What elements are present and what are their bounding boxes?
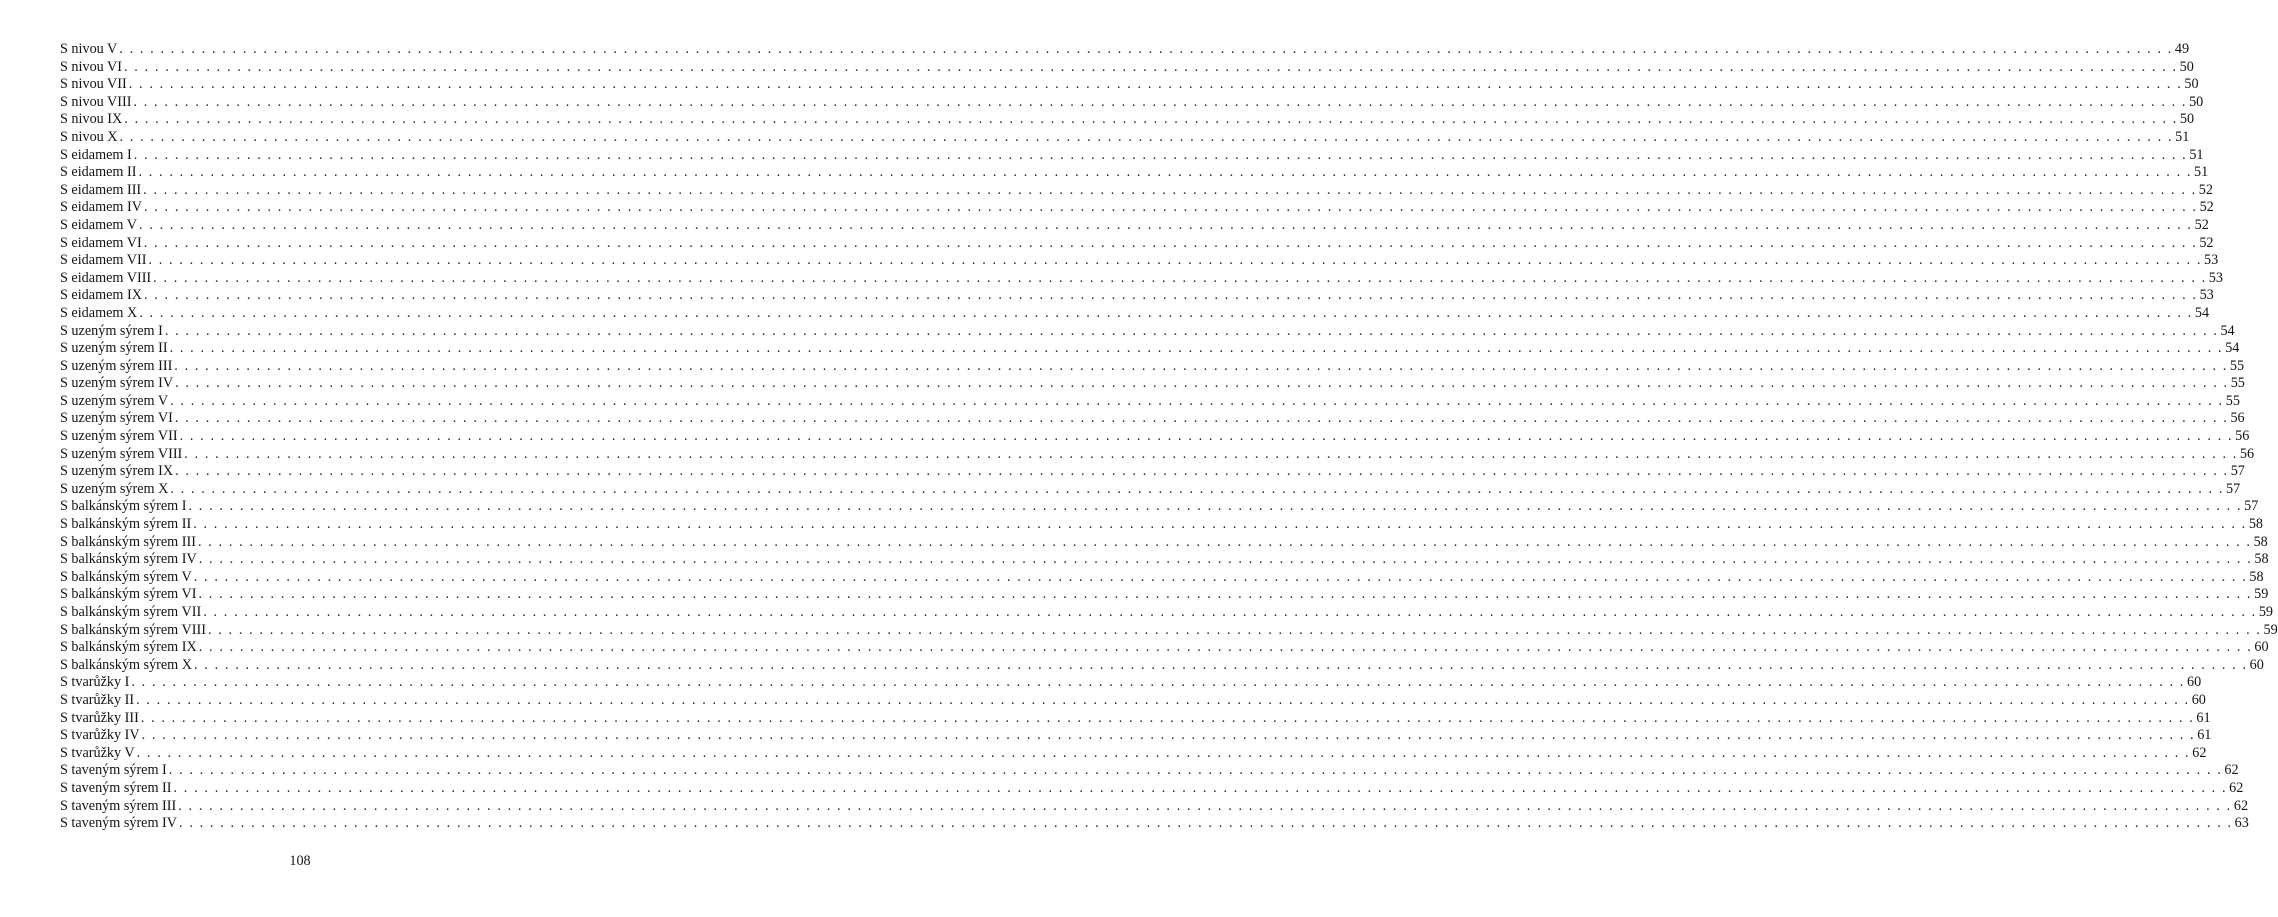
toc-entry-page: 62 — [2224, 762, 2239, 779]
toc-entry-title: S eidamem IV — [60, 199, 142, 216]
toc-entry — [60, 498, 2259, 516]
toc-entry-page: 58 — [2249, 568, 2264, 585]
toc-entry-title: S uzeným sýrem IX — [60, 463, 174, 480]
dot-leader: . . . . . . . . . . . . . . . . . . . . . . . . . . . . . . . . . . . . . . . . . . . . . . . . . . . . . . . . . . . . . . . . . . . . . . . . . . . . . . . . . . . . . . . . . . . . . . . . . . . . . . . . . . . . . . . . . . . . . . . . . . . . . . . . . . . . . . . . . . . . . . . . . . . . . . . . . . . . . . . . . . . . . . . . . . . . . . . . . . . . . . . . . . . . . . . . . . . . . . . . — [133, 93, 2188, 110]
dot-leader: . . . . . . . . . . . . . . . . . . . . . . . . . . . . . . . . . . . . . . . . . . . . . . . . . . . . . . . . . . . . . . . . . . . . . . . . . . . . . . . . . . . . . . . . . . . . . . . . . . . . . . . . . . . . . . . . . . . . . . . . . . . . . . . . . . . . . . . . . . . . . . . . . . . . . . . . . . . . . . . . . . . . . . . . . . . . . . . . . . . . . . . . . . . . . . . . . . . . . . . . — [179, 428, 2234, 445]
toc-entry-page: 60 — [2254, 639, 2269, 656]
dot-leader: . . . . . . . . . . . . . . . . . . . . . . . . . . . . . . . . . . . . . . . . . . . . . . . . . . . . . . . . . . . . . . . . . . . . . . . . . . . . . . . . . . . . . . . . . . . . . . . . . . . . . . . . . . . . . . . . . . . . . . . . . . . . . . . . . . . . . . . . . . . . . . . . . . . . . . . . . . . . . . . . . . . . . . . . . . . . . . . . . . . . . . . . . . . . . . . . . . . . . . . . — [136, 691, 2190, 708]
toc-entry-page: 54 — [2220, 322, 2235, 339]
dot-leader: . . . . . . . . . . . . . . . . . . . . . . . . . . . . . . . . . . . . . . . . . . . . . . . . . . . . . . . . . . . . . . . . . . . . . . . . . . . . . . . . . . . . . . . . . . . . . . . . . . . . . . . . . . . . . . . . . . . . . . . . . . . . . . . . . . . . . . . . . . . . . . . . . . . . . . . . . . . . . . . . . . . . . . . . . . . . . . . . . . . . . . . . . . . . . . . . . . . . . . . . — [197, 533, 2252, 550]
toc-entry-page: 53 — [2208, 269, 2223, 286]
page-number: 108 — [289, 853, 311, 869]
dot-leader: . . . . . . . . . . . . . . . . . . . . . . . . . . . . . . . . . . . . . . . . . . . . . . . . . . . . . . . . . . . . . . . . . . . . . . . . . . . . . . . . . . . . . . . . . . . . . . . . . . . . . . . . . . . . . . . . . . . . . . . . . . . . . . . . . . . . . . . . . . . . . . . . . . . . . . . . . . . . . . . . . . . . . . . . . . . . . . . . . . . . . . . . . . . . . . . . . . . . . . . . — [128, 76, 2183, 93]
dot-leader: . . . . . . . . . . . . . . . . . . . . . . . . . . . . . . . . . . . . . . . . . . . . . . . . . . . . . . . . . . . . . . . . . . . . . . . . . . . . . . . . . . . . . . . . . . . . . . . . . . . . . . . . . . . . . . . . . . . . . . . . . . . . . . . . . . . . . . . . . . . . . . . . . . . . . . . . . . . . . . . . . . . . . . . . . . . . . . . . . . . . . . . . . . . . . . . . . . . . . . . . — [207, 621, 2262, 638]
dot-leader: . . . . . . . . . . . . . . . . . . . . . . . . . . . . . . . . . . . . . . . . . . . . . . . . . . . . . . . . . . . . . . . . . . . . . . . . . . . . . . . . . . . . . . . . . . . . . . . . . . . . . . . . . . . . . . . . . . . . . . . . . . . . . . . . . . . . . . . . . . . . . . . . . . . . . . . . . . . . . . . . . . . . . . . . . . . . . . . . . . . . . . . . . . . . . . . . . . . . . . . . — [198, 586, 2253, 603]
toc-entry-page: 57 — [2225, 480, 2241, 497]
toc-entry — [60, 621, 2278, 640]
table-of-contents — [60, 41, 2278, 833]
toc-entry — [60, 691, 2206, 710]
toc-entry-title: S balkánským sýrem III — [60, 533, 196, 550]
toc-entry-page: 49 — [2174, 41, 2190, 57]
toc-entry-page: 61 — [2196, 709, 2211, 726]
dot-leader: . . . . . . . . . . . . . . . . . . . . . . . . . . . . . . . . . . . . . . . . . . . . . . . . . . . . . . . . . . . . . . . . . . . . . . . . . . . . . . . . . . . . . . . . . . . . . . . . . . . . . . . . . . . . . . . . . . . . . . . . . . . . . . . . . . . . . . . . . . . . . . . . . . . . . . . . . . . . . . . . . . . . . . . . . . . . . . . . . . . . . . . . . . . . . . . . . . . . . . . . — [170, 480, 2224, 497]
toc-entry-page: 56 — [2235, 428, 2250, 445]
toc-entry — [60, 779, 2244, 798]
toc-entry-title: S uzeným sýrem III — [60, 357, 173, 374]
toc-entry — [60, 93, 2204, 112]
toc-entry-title: S balkánským sýrem X — [60, 656, 193, 673]
toc-entry-page: 53 — [2199, 287, 2214, 304]
toc-entry-title: S balkánským sýrem V — [60, 568, 192, 585]
toc-entry-title: S eidamem I — [60, 146, 132, 163]
toc-entry-title: S nivou IX — [60, 111, 123, 128]
dot-leader: . . . . . . . . . . . . . . . . . . . . . . . . . . . . . . . . . . . . . . . . . . . . . . . . . . . . . . . . . . . . . . . . . . . . . . . . . . . . . . . . . . . . . . . . . . . . . . . . . . . . . . . . . . . . . . . . . . . . . . . . . . . . . . . . . . . . . . . . . . . . . . . . . . . . . . . . . . . . . . . . . . . . . . . . . . . . . . . . . . . . . . . . . . . . . . . . . . . . . . . . — [136, 744, 2191, 761]
dot-leader: . . . . . . . . . . . . . . . . . . . . . . . . . . . . . . . . . . . . . . . . . . . . . . . . . . . . . . . . . . . . . . . . . . . . . . . . . . . . . . . . . . . . . . . . . . . . . . . . . . . . . . . . . . . . . . . . . . . . . . . . . . . . . . . . . . . . . . . . . . . . . . . . . . . . . . . . . . . . . . . . . . . . . . . . . . . . . . . . . . . . . . . . . . . . . . . . . . . . . . . . — [153, 269, 2207, 286]
toc-entry-page: 52 — [2199, 199, 2214, 216]
dot-leader: . . . . . . . . . . . . . . . . . . . . . . . . . . . . . . . . . . . . . . . . . . . . . . . . . . . . . . . . . . . . . . . . . . . . . . . . . . . . . . . . . . . . . . . . . . . . . . . . . . . . . . . . . . . . . . . . . . . . . . . . . . . . . . . . . . . . . . . . . . . . . . . . . . . . . . . . . . . . . . . . . . . . . . . . . . . . . . . . . . . . . . . . . . . . . . . . . . . . . . . . — [139, 304, 2193, 321]
dot-leader: . . . . . . . . . . . . . . . . . . . . . . . . . . . . . . . . . . . . . . . . . . . . . . . . . . . . . . . . . . . . . . . . . . . . . . . . . . . . . . . . . . . . . . . . . . . . . . . . . . . . . . . . . . . . . . . . . . . . . . . . . . . . . . . . . . . . . . . . . . . . . . . . . . . . . . . . . . . . . . . . . . . . . . . . . . . . . . . . . . . . . . . . . . . . . . . . . . . . . . . . — [174, 357, 2228, 374]
dot-leader: . . . . . . . . . . . . . . . . . . . . . . . . . . . . . . . . . . . . . . . . . . . . . . . . . . . . . . . . . . . . . . . . . . . . . . . . . . . . . . . . . . . . . . . . . . . . . . . . . . . . . . . . . . . . . . . . . . . . . . . . . . . . . . . . . . . . . . . . . . . . . . . . . . . . . . . . . . . . . . . . . . . . . . . . . . . . . . . . . . . . . . . . . . . . . . . . . . . . . . . . — [119, 128, 2174, 145]
toc-entry-title: S tvarůžky II — [60, 691, 135, 708]
toc-entry-page: 57 — [2244, 498, 2259, 515]
toc-entry-title: S balkánským sýrem IV — [60, 551, 197, 568]
toc-entry-page: 52 — [2198, 181, 2213, 198]
toc-entry — [60, 252, 2219, 270]
toc-entry-title: S uzeným sýrem VII — [60, 428, 178, 445]
toc-entry — [60, 480, 2241, 499]
dot-leader: . . . . . . . . . . . . . . . . . . . . . . . . . . . . . . . . . . . . . . . . . . . . . . . . . . . . . . . . . . . . . . . . . . . . . . . . . . . . . . . . . . . . . . . . . . . . . . . . . . . . . . . . . . . . . . . . . . . . . . . . . . . . . . . . . . . . . . . . . . . . . . . . . . . . . . . . . . . . . . . . . . . . . . . . . . . . . . . . . . . . . . . . . . . . . . . . . . . . . . . . — [138, 216, 2193, 233]
dot-leader: . . . . . . . . . . . . . . . . . . . . . . . . . . . . . . . . . . . . . . . . . . . . . . . . . . . . . . . . . . . . . . . . . . . . . . . . . . . . . . . . . . . . . . . . . . . . . . . . . . . . . . . . . . . . . . . . . . . . . . . . . . . . . . . . . . . . . . . . . . . . . . . . . . . . . . . . . . . . . . . . . . . . . . . . . . . . . . . . . . . . . . . . . . . . . . . . . . . . . . . . — [188, 498, 2243, 515]
toc-entry-page: 59 — [2254, 586, 2269, 603]
dot-leader: . . . . . . . . . . . . . . . . . . . . . . . . . . . . . . . . . . . . . . . . . . . . . . . . . . . . . . . . . . . . . . . . . . . . . . . . . . . . . . . . . . . . . . . . . . . . . . . . . . . . . . . . . . . . . . . . . . . . . . . . . . . . . . . . . . . . . . . . . . . . . . . . . . . . . . . . . . . . . . . . . . . . . . . . . . . . . . . . . . . . . . . . . . . . . . . . . . . . . . . . — [198, 639, 2253, 656]
toc-entry-title: S uzeným sýrem VI — [60, 410, 173, 427]
toc-entry — [60, 287, 2214, 305]
dot-leader: . . . . . . . . . . . . . . . . . . . . . . . . . . . . . . . . . . . . . . . . . . . . . . . . . . . . . . . . . . . . . . . . . . . . . . . . . . . . . . . . . . . . . . . . . . . . . . . . . . . . . . . . . . . . . . . . . . . . . . . . . . . . . . . . . . . . . . . . . . . . . . . . . . . . . . . . . . . . . . . . . . . . . . . . . . . . . . . . . . . . . . . . . . . . . . . . . . . . . . . . — [143, 199, 2198, 216]
toc-entry-page: 58 — [2253, 533, 2268, 550]
toc-entry-page: 59 — [2258, 604, 2273, 620]
toc-entry — [60, 340, 2240, 358]
toc-entry-page: 50 — [2179, 111, 2195, 128]
toc-entry-page: 50 — [2179, 58, 2194, 75]
toc-entry — [60, 428, 2250, 446]
dot-leader: . . . . . . . . . . . . . . . . . . . . . . . . . . . . . . . . . . . . . . . . . . . . . . . . . . . . . . . . . . . . . . . . . . . . . . . . . . . . . . . . . . . . . . . . . . . . . . . . . . . . . . . . . . . . . . . . . . . . . . . . . . . . . . . . . . . . . . . . . . . . . . . . . . . . . . . . . . . . . . . . . . . . . . . . . . . . . . . . . . . . . . . . . . . . . . . . . . . . . . . . — [174, 410, 2229, 427]
toc-entry — [60, 58, 2194, 77]
toc-entry-page: 58 — [2248, 516, 2264, 533]
dot-leader: . . . . . . . . . . . . . . . . . . . . . . . . . . . . . . . . . . . . . . . . . . . . . . . . . . . . . . . . . . . . . . . . . . . . . . . . . . . . . . . . . . . . . . . . . . . . . . . . . . . . . . . . . . . . . . . . . . . . . . . . . . . . . . . . . . . . . . . . . . . . . . . . . . . . . . . . . . . . . . . . . . . . . . . . . . . . . . . . . . . . . . . . . . . . . . . . . . . . . . . . — [178, 797, 2232, 814]
toc-entry — [60, 568, 2264, 587]
toc-entry — [60, 410, 2245, 428]
dot-leader: . . . . . . . . . . . . . . . . . . . . . . . . . . . . . . . . . . . . . . . . . . . . . . . . . . . . . . . . . . . . . . . . . . . . . . . . . . . . . . . . . . . . . . . . . . . . . . . . . . . . . . . . . . . . . . . . . . . . . . . . . . . . . . . . . . . . . . . . . . . . . . . . . . . . . . . . . . . . . . . . . . . . . . . . . . . . . . . . . . . . . . . . . . . . . . . . . . . . . . . . — [131, 674, 2185, 691]
toc-entry-title: S balkánským sýrem VI — [60, 586, 197, 603]
toc-entry-page: 52 — [2199, 234, 2214, 251]
toc-entry-page: 60 — [2191, 691, 2206, 708]
dot-leader: . . . . . . . . . . . . . . . . . . . . . . . . . . . . . . . . . . . . . . . . . . . . . . . . . . . . . . . . . . . . . . . . . . . . . . . . . . . . . . . . . . . . . . . . . . . . . . . . . . . . . . . . . . . . . . . . . . . . . . . . . . . . . . . . . . . . . . . . . . . . . . . . . . . . . . . . . . . . . . . . . . . . . . . . . . . . . . . . . . . . . . . . . . . . . . . . . . . . . . . . — [119, 41, 2173, 57]
dot-leader: . . . . . . . . . . . . . . . . . . . . . . . . . . . . . . . . . . . . . . . . . . . . . . . . . . . . . . . . . . . . . . . . . . . . . . . . . . . . . . . . . . . . . . . . . . . . . . . . . . . . . . . . . . . . . . . . . . . . . . . . . . . . . . . . . . . . . . . . . . . . . . . . . . . . . . . . . . . . . . . . . . . . . . . . . . . . . . . . . . . . . . . . . . . . . . . . . . . . . . . . — [198, 551, 2253, 568]
toc-entry-title: S nivou VI — [60, 58, 123, 75]
toc-entry — [60, 41, 2190, 59]
toc-entry — [60, 815, 2249, 833]
toc-entry-page: 56 — [2230, 410, 2245, 427]
dot-leader: . . . . . . . . . . . . . . . . . . . . . . . . . . . . . . . . . . . . . . . . . . . . . . . . . . . . . . . . . . . . . . . . . . . . . . . . . . . . . . . . . . . . . . . . . . . . . . . . . . . . . . . . . . . . . . . . . . . . . . . . . . . . . . . . . . . . . . . . . . . . . . . . . . . . . . . . . . . . . . . . . . . . . . . . . . . . . . . . . . . . . . . . . . . . . . . . . . . . . . . . — [124, 58, 2178, 75]
toc-entry-title: S balkánským sýrem II — [60, 516, 192, 533]
toc-entry-title: S taveným sýrem I — [60, 762, 167, 779]
toc-entry — [60, 656, 2264, 675]
toc-entry — [60, 463, 2245, 481]
toc-entry — [60, 392, 2240, 411]
toc-entry-title: S balkánským sýrem IX — [60, 639, 197, 656]
toc-entry — [60, 762, 2239, 780]
toc-entry-title: S nivou VIII — [60, 93, 132, 110]
toc-entry-page: 55 — [2229, 357, 2245, 374]
toc-entry — [60, 604, 2273, 622]
dot-leader: . . . . . . . . . . . . . . . . . . . . . . . . . . . . . . . . . . . . . . . . . . . . . . . . . . . . . . . . . . . . . . . . . . . . . . . . . . . . . . . . . . . . . . . . . . . . . . . . . . . . . . . . . . . . . . . . . . . . . . . . . . . . . . . . . . . . . . . . . . . . . . . . . . . . . . . . . . . . . . . . . . . . . . . . . . . . . . . . . . . . . . . . . . . . . . . . . . . . . . . . — [173, 779, 2228, 796]
dot-leader: . . . . . . . . . . . . . . . . . . . . . . . . . . . . . . . . . . . . . . . . . . . . . . . . . . . . . . . . . . . . . . . . . . . . . . . . . . . . . . . . . . . . . . . . . . . . . . . . . . . . . . . . . . . . . . . . . . . . . . . . . . . . . . . . . . . . . . . . . . . . . . . . . . . . . . . . . . . . . . . . . . . . . . . . . . . . . . . . . . . . . . . . . . . . . . . . . . . . . . . . — [141, 727, 2196, 744]
toc-entry-title: S uzeným sýrem V — [60, 392, 169, 409]
dot-leader: . . . . . . . . . . . . . . . . . . . . . . . . . . . . . . . . . . . . . . . . . . . . . . . . . . . . . . . . . . . . . . . . . . . . . . . . . . . . . . . . . . . . . . . . . . . . . . . . . . . . . . . . . . . . . . . . . . . . . . . . . . . . . . . . . . . . . . . . . . . . . . . . . . . . . . . . . . . . . . . . . . . . . . . . . . . . . . . . . . . . . . . . . . . . . . . . . . . . . . . . — [194, 656, 2248, 673]
toc-entry-title: S uzeným sýrem X — [60, 480, 169, 497]
toc-entry — [60, 639, 2269, 657]
toc-entry-page: 62 — [2192, 744, 2207, 761]
toc-entry — [60, 111, 2195, 129]
toc-entry-title: S eidamem VI — [60, 234, 142, 251]
toc-entry — [60, 234, 2214, 253]
toc-entry-title: S nivou X — [60, 128, 118, 145]
toc-entry-page: 59 — [2263, 621, 2278, 638]
toc-entry-page: 60 — [2186, 674, 2202, 691]
dot-leader: . . . . . . . . . . . . . . . . . . . . . . . . . . . . . . . . . . . . . . . . . . . . . . . . . . . . . . . . . . . . . . . . . . . . . . . . . . . . . . . . . . . . . . . . . . . . . . . . . . . . . . . . . . . . . . . . . . . . . . . . . . . . . . . . . . . . . . . . . . . . . . . . . . . . . . . . . . . . . . . . . . . . . . . . . . . . . . . . . . . . . . . . . . . . . . . . . . . . . . . . — [164, 322, 2219, 339]
toc-entry-page: 57 — [2230, 463, 2245, 480]
dot-leader: . . . . . . . . . . . . . . . . . . . . . . . . . . . . . . . . . . . . . . . . . . . . . . . . . . . . . . . . . . . . . . . . . . . . . . . . . . . . . . . . . . . . . . . . . . . . . . . . . . . . . . . . . . . . . . . . . . . . . . . . . . . . . . . . . . . . . . . . . . . . . . . . . . . . . . . . . . . . . . . . . . . . . . . . . . . . . . . . . . . . . . . . . . . . . . . . . . . . . . . . — [143, 234, 2198, 251]
toc-entry-title: S uzeným sýrem II — [60, 340, 168, 357]
toc-entry-title: S uzeným sýrem VIII — [60, 445, 183, 462]
toc-entry-page: 53 — [2204, 252, 2219, 269]
toc-entry-title: S eidamem V — [60, 216, 137, 233]
toc-entry-page: 55 — [2225, 392, 2240, 409]
toc-entry-title: S balkánským sýrem VIII — [60, 621, 206, 638]
toc-entry-title: S nivou VII — [60, 76, 127, 93]
toc-entry — [60, 709, 2211, 728]
toc-entry-page: 58 — [2254, 551, 2269, 568]
toc-entry — [60, 797, 2249, 816]
toc-entry-title: S uzeným sýrem IV — [60, 375, 174, 392]
toc-entry — [60, 164, 2209, 182]
toc-entry — [60, 727, 2212, 745]
toc-entry-title: S eidamem IX — [60, 287, 142, 304]
toc-entry-page: 62 — [2233, 797, 2249, 814]
toc-entry-title: S uzeným sýrem I — [60, 322, 163, 339]
toc-entry-page: 54 — [2194, 304, 2210, 321]
dot-leader: . . . . . . . . . . . . . . . . . . . . . . . . . . . . . . . . . . . . . . . . . . . . . . . . . . . . . . . . . . . . . . . . . . . . . . . . . . . . . . . . . . . . . . . . . . . . . . . . . . . . . . . . . . . . . . . . . . . . . . . . . . . . . . . . . . . . . . . . . . . . . . . . . . . . . . . . . . . . . . . . . . . . . . . . . . . . . . . . . . . . . . . . . . . . . . . . . . . . . . . . — [184, 445, 2238, 462]
toc-entry — [60, 304, 2210, 323]
toc-entry-title: S balkánským sýrem VII — [60, 604, 202, 620]
toc-entry — [60, 586, 2269, 604]
toc-entry — [60, 128, 2190, 147]
toc-entry-title: S tvarůžky IV — [60, 727, 140, 744]
toc-entry — [60, 674, 2202, 692]
toc-entry-page: 62 — [2229, 779, 2244, 796]
dot-leader: . . . . . . . . . . . . . . . . . . . . . . . . . . . . . . . . . . . . . . . . . . . . . . . . . . . . . . . . . . . . . . . . . . . . . . . . . . . . . . . . . . . . . . . . . . . . . . . . . . . . . . . . . . . . . . . . . . . . . . . . . . . . . . . . . . . . . . . . . . . . . . . . . . . . . . . . . . . . . . . . . . . . . . . . . . . . . . . . . . . . . . . . . . . . . . . . . . . . . . . . — [175, 375, 2229, 392]
toc-entry — [60, 322, 2235, 341]
dot-leader: . . . . . . . . . . . . . . . . . . . . . . . . . . . . . . . . . . . . . . . . . . . . . . . . . . . . . . . . . . . . . . . . . . . . . . . . . . . . . . . . . . . . . . . . . . . . . . . . . . . . . . . . . . . . . . . . . . . . . . . . . . . . . . . . . . . . . . . . . . . . . . . . . . . . . . . . . . . . . . . . . . . . . . . . . . . . . . . . . . . . . . . . . . . . . . . . . . . . . . . . — [193, 516, 2247, 533]
toc-entry — [60, 269, 2223, 288]
toc-entry — [60, 181, 2213, 200]
toc-entry-title: S tvarůžky III — [60, 709, 139, 726]
toc-entry-page: 51 — [2189, 146, 2204, 163]
toc-entry-page: 52 — [2194, 216, 2209, 233]
toc-entry-title: S taveným sýrem IV — [60, 815, 178, 832]
dot-leader: . . . . . . . . . . . . . . . . . . . . . . . . . . . . . . . . . . . . . . . . . . . . . . . . . . . . . . . . . . . . . . . . . . . . . . . . . . . . . . . . . . . . . . . . . . . . . . . . . . . . . . . . . . . . . . . . . . . . . . . . . . . . . . . . . . . . . . . . . . . . . . . . . . . . . . . . . . . . . . . . . . . . . . . . . . . . . . . . . . . . . . . . . . . . . . . . . . . . . . . . — [193, 568, 2248, 585]
toc-entry — [60, 445, 2255, 464]
toc-entry-title: S balkánským sýrem I — [60, 498, 187, 515]
toc-entry-title: S nivou V — [60, 41, 118, 57]
toc-entry — [60, 375, 2245, 393]
toc-entry-page: 60 — [2249, 656, 2264, 673]
toc-entry — [60, 76, 2199, 94]
dot-leader: . . . . . . . . . . . . . . . . . . . . . . . . . . . . . . . . . . . . . . . . . . . . . . . . . . . . . . . . . . . . . . . . . . . . . . . . . . . . . . . . . . . . . . . . . . . . . . . . . . . . . . . . . . . . . . . . . . . . . . . . . . . . . . . . . . . . . . . . . . . . . . . . . . . . . . . . . . . . . . . . . . . . . . . . . . . . . . . . . . . . . . . . . . . . . . . . . . . . . . . . — [179, 815, 2233, 832]
toc-entry-title: S eidamem II — [60, 164, 137, 181]
toc-entry — [60, 146, 2204, 165]
toc-entry-title: S taveným sýrem II — [60, 779, 172, 796]
toc-entry-title: S eidamem X — [60, 304, 138, 321]
toc-entry — [60, 744, 2207, 763]
toc-entry-title: S taveným sýrem III — [60, 797, 177, 814]
dot-leader: . . . . . . . . . . . . . . . . . . . . . . . . . . . . . . . . . . . . . . . . . . . . . . . . . . . . . . . . . . . . . . . . . . . . . . . . . . . . . . . . . . . . . . . . . . . . . . . . . . . . . . . . . . . . . . . . . . . . . . . . . . . . . . . . . . . . . . . . . . . . . . . . . . . . . . . . . . . . . . . . . . . . . . . . . . . . . . . . . . . . . . . . . . . . . . . . . . . . . . . . — [203, 604, 2257, 620]
toc-entry-page: 51 — [2194, 164, 2209, 181]
dot-leader: . . . . . . . . . . . . . . . . . . . . . . . . . . . . . . . . . . . . . . . . . . . . . . . . . . . . . . . . . . . . . . . . . . . . . . . . . . . . . . . . . . . . . . . . . . . . . . . . . . . . . . . . . . . . . . . . . . . . . . . . . . . . . . . . . . . . . . . . . . . . . . . . . . . . . . . . . . . . . . . . . . . . . . . . . . . . . . . . . . . . . . . . . . . . . . . . . . . . . . . . — [133, 146, 2188, 163]
toc-entry-page: 54 — [2225, 340, 2240, 357]
dot-leader: . . . . . . . . . . . . . . . . . . . . . . . . . . . . . . . . . . . . . . . . . . . . . . . . . . . . . . . . . . . . . . . . . . . . . . . . . . . . . . . . . . . . . . . . . . . . . . . . . . . . . . . . . . . . . . . . . . . . . . . . . . . . . . . . . . . . . . . . . . . . . . . . . . . . . . . . . . . . . . . . . . . . . . . . . . . . . . . . . . . . . . . . . . . . . . . . . . . . . . . . — [143, 181, 2197, 198]
toc-entry-title: S tvarůžky I — [60, 674, 130, 691]
toc-entry — [60, 516, 2264, 534]
toc-entry-page: 56 — [2239, 445, 2255, 462]
toc-entry — [60, 199, 2214, 217]
toc-entry-page: 61 — [2197, 727, 2212, 744]
dot-leader: . . . . . . . . . . . . . . . . . . . . . . . . . . . . . . . . . . . . . . . . . . . . . . . . . . . . . . . . . . . . . . . . . . . . . . . . . . . . . . . . . . . . . . . . . . . . . . . . . . . . . . . . . . . . . . . . . . . . . . . . . . . . . . . . . . . . . . . . . . . . . . . . . . . . . . . . . . . . . . . . . . . . . . . . . . . . . . . . . . . . . . . . . . . . . . . . . . . . . . . . — [169, 340, 2224, 357]
dot-leader: . . . . . . . . . . . . . . . . . . . . . . . . . . . . . . . . . . . . . . . . . . . . . . . . . . . . . . . . . . . . . . . . . . . . . . . . . . . . . . . . . . . . . . . . . . . . . . . . . . . . . . . . . . . . . . . . . . . . . . . . . . . . . . . . . . . . . . . . . . . . . . . . . . . . . . . . . . . . . . . . . . . . . . . . . . . . . . . . . . . . . . . . . . . . . . . . . . . . . . . . — [143, 287, 2198, 304]
toc-entry-page: 50 — [2189, 93, 2204, 110]
dot-leader: . . . . . . . . . . . . . . . . . . . . . . . . . . . . . . . . . . . . . . . . . . . . . . . . . . . . . . . . . . . . . . . . . . . . . . . . . . . . . . . . . . . . . . . . . . . . . . . . . . . . . . . . . . . . . . . . . . . . . . . . . . . . . . . . . . . . . . . . . . . . . . . . . . . . . . . . . . . . . . . . . . . . . . . . . . . . . . . . . . . . . . . . . . . . . . . . . . . . . . . . — [148, 252, 2203, 269]
toc-entry-title: S eidamem VII — [60, 252, 147, 269]
toc-entry — [60, 551, 2269, 569]
toc-entry-title: S tvarůžky V — [60, 744, 135, 761]
dot-leader: . . . . . . . . . . . . . . . . . . . . . . . . . . . . . . . . . . . . . . . . . . . . . . . . . . . . . . . . . . . . . . . . . . . . . . . . . . . . . . . . . . . . . . . . . . . . . . . . . . . . . . . . . . . . . . . . . . . . . . . . . . . . . . . . . . . . . . . . . . . . . . . . . . . . . . . . . . . . . . . . . . . . . . . . . . . . . . . . . . . . . . . . . . . . . . . . . . . . . . . . — [124, 111, 2178, 128]
toc-entry — [60, 533, 2268, 552]
dot-leader: . . . . . . . . . . . . . . . . . . . . . . . . . . . . . . . . . . . . . . . . . . . . . . . . . . . . . . . . . . . . . . . . . . . . . . . . . . . . . . . . . . . . . . . . . . . . . . . . . . . . . . . . . . . . . . . . . . . . . . . . . . . . . . . . . . . . . . . . . . . . . . . . . . . . . . . . . . . . . . . . . . . . . . . . . . . . . . . . . . . . . . . . . . . . . . . . . . . . . . . . — [168, 762, 2223, 779]
toc-entry-title: S eidamem VIII — [60, 269, 152, 286]
toc-entry-page: 63 — [2234, 815, 2249, 832]
toc-entry-page: 55 — [2230, 375, 2245, 392]
dot-leader: . . . . . . . . . . . . . . . . . . . . . . . . . . . . . . . . . . . . . . . . . . . . . . . . . . . . . . . . . . . . . . . . . . . . . . . . . . . . . . . . . . . . . . . . . . . . . . . . . . . . . . . . . . . . . . . . . . . . . . . . . . . . . . . . . . . . . . . . . . . . . . . . . . . . . . . . . . . . . . . . . . . . . . . . . . . . . . . . . . . . . . . . . . . . . . . . . . . . . . . . — [138, 164, 2193, 181]
dot-leader: . . . . . . . . . . . . . . . . . . . . . . . . . . . . . . . . . . . . . . . . . . . . . . . . . . . . . . . . . . . . . . . . . . . . . . . . . . . . . . . . . . . . . . . . . . . . . . . . . . . . . . . . . . . . . . . . . . . . . . . . . . . . . . . . . . . . . . . . . . . . . . . . . . . . . . . . . . . . . . . . . . . . . . . . . . . . . . . . . . . . . . . . . . . . . . . . . . . . . . . . — [140, 709, 2195, 726]
toc-entry — [60, 216, 2209, 235]
toc-entry-title: S eidamem III — [60, 181, 142, 198]
toc-entry-page: 51 — [2175, 128, 2190, 145]
dot-leader: . . . . . . . . . . . . . . . . . . . . . . . . . . . . . . . . . . . . . . . . . . . . . . . . . . . . . . . . . . . . . . . . . . . . . . . . . . . . . . . . . . . . . . . . . . . . . . . . . . . . . . . . . . . . . . . . . . . . . . . . . . . . . . . . . . . . . . . . . . . . . . . . . . . . . . . . . . . . . . . . . . . . . . . . . . . . . . . . . . . . . . . . . . . . . . . . . . . . . . . . — [175, 463, 2229, 480]
dot-leader: . . . . . . . . . . . . . . . . . . . . . . . . . . . . . . . . . . . . . . . . . . . . . . . . . . . . . . . . . . . . . . . . . . . . . . . . . . . . . . . . . . . . . . . . . . . . . . . . . . . . . . . . . . . . . . . . . . . . . . . . . . . . . . . . . . . . . . . . . . . . . . . . . . . . . . . . . . . . . . . . . . . . . . . . . . . . . . . . . . . . . . . . . . . . . . . . . . . . . . . . — [170, 392, 2224, 409]
toc-entry — [60, 357, 2245, 376]
toc-entry-page: 50 — [2184, 76, 2199, 93]
